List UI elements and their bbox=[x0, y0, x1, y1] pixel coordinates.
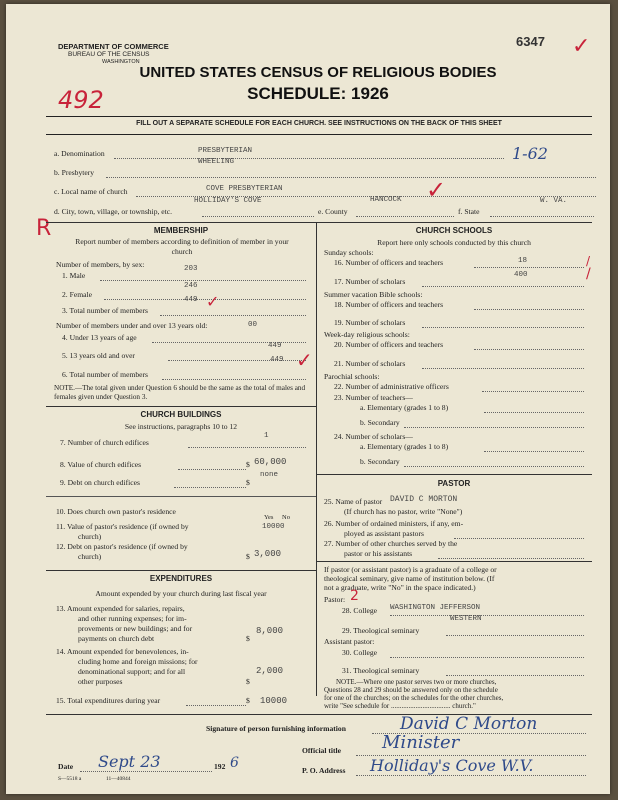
q3-label: 3. Total number of members bbox=[62, 306, 149, 315]
q5-line bbox=[168, 360, 306, 361]
presbytery-value: WHEELING bbox=[198, 158, 235, 166]
q20-label: 20. Number of officers and teachers bbox=[334, 340, 444, 349]
signature-label: Signature of person furnishing information bbox=[206, 724, 346, 733]
q9-label: 9. Debt on church edifices bbox=[60, 478, 140, 487]
red-check-q3: ✓ bbox=[206, 292, 220, 311]
q6-value: 449 bbox=[270, 356, 284, 364]
year-digit: 6 bbox=[230, 755, 239, 771]
q23b-line bbox=[404, 427, 584, 428]
stamp-number: 6347 bbox=[516, 34, 545, 49]
q25-label: 25. Name of pastor bbox=[324, 497, 383, 506]
q12-label-a: 12. Debt on pastor's residence (if owned by bbox=[56, 542, 188, 551]
q13-label-d: payments on church debt bbox=[78, 634, 155, 643]
red-check-mark-2: ✓ bbox=[426, 176, 447, 204]
q10-value: Yes bbox=[264, 514, 274, 521]
q14-label-b: cluding home and foreign missions; for bbox=[78, 657, 198, 666]
margin-note: 1-62 bbox=[512, 144, 548, 163]
q2-label: 2. Female bbox=[62, 290, 92, 299]
q26-line bbox=[454, 538, 584, 539]
handwritten-number: 492 bbox=[58, 86, 104, 114]
header-rule-bottom bbox=[46, 134, 592, 135]
q10-label: 10. Does church own pastor's residence bbox=[56, 507, 176, 516]
q13-label-c: provements or new buildings; and for bbox=[78, 624, 193, 633]
membership-note: NOTE.—The total given under Question 6 should be the same as the total of males and females given under Question 3. bbox=[54, 384, 306, 401]
q24b-line bbox=[404, 466, 584, 467]
red-tick-q17: / bbox=[586, 266, 591, 282]
q12-value: 3,000 bbox=[254, 549, 282, 559]
denomination-label: a. Denomination bbox=[54, 149, 105, 158]
q28-label: 28. College bbox=[342, 606, 378, 615]
pastor-title: PASTOR bbox=[437, 479, 471, 488]
q28-line bbox=[390, 615, 584, 616]
q9-rule bbox=[46, 496, 316, 497]
q20-line bbox=[474, 349, 584, 350]
q12-label-b: church) bbox=[78, 552, 102, 561]
church-name-label: c. Local name of church bbox=[54, 187, 128, 196]
buildings-sub: See instructions, paragraphs 10 to 12 bbox=[124, 422, 238, 431]
q13-dollar: $ bbox=[246, 634, 250, 643]
q7-label: 7. Number of church edifices bbox=[60, 438, 149, 447]
po-address-line bbox=[356, 775, 586, 776]
q7-value: 1 bbox=[264, 432, 269, 440]
schedule-title: SCHEDULE: 1926 bbox=[247, 84, 389, 103]
q17-label: 17. Number of scholars bbox=[334, 277, 406, 286]
red-mark-pastor: 2 bbox=[350, 588, 359, 604]
grad-line-2: theological seminary, give name of institution below. (If bbox=[324, 574, 495, 583]
q11-label-b: church) bbox=[78, 532, 102, 541]
dept-heading: DEPARTMENT OF COMMERCE bbox=[58, 42, 169, 51]
q8-value: 60,000 bbox=[254, 457, 287, 467]
po-address-value: Holliday's Cove W.V. bbox=[370, 756, 534, 775]
pastor-sub-label: Pastor: bbox=[324, 595, 346, 604]
pastor-rule bbox=[316, 474, 592, 475]
q13-label-a: 13. Amount expended for salaries, repairs, bbox=[56, 604, 185, 613]
q26-label-a: 26. Number of ordained ministers, if any, em- bbox=[324, 519, 464, 528]
expenditures-title: EXPENDITURES bbox=[149, 574, 213, 583]
parochial-label: Parochial schools: bbox=[324, 372, 380, 381]
q1-value: 203 bbox=[184, 265, 198, 273]
q23a-label: a. Elementary (grades 1 to 8) bbox=[360, 403, 449, 412]
weekday-label: Week-day religious schools: bbox=[324, 330, 410, 339]
state-value: W. VA. bbox=[540, 197, 568, 205]
q9-dollar: $ bbox=[246, 478, 250, 487]
q21-line bbox=[422, 368, 584, 369]
q31-line bbox=[446, 675, 584, 676]
q5-value: 449 bbox=[268, 342, 282, 350]
red-check-q6: ✓ bbox=[296, 348, 313, 372]
q25-sub: (If church has no pastor, write "None") bbox=[344, 507, 463, 516]
form-code: S—5518 a bbox=[58, 776, 82, 782]
age-intro: Number of members under and over 13 years old: bbox=[56, 321, 208, 330]
q19-label: 19. Number of scholars bbox=[334, 318, 406, 327]
membership-title: MEMBERSHIP bbox=[153, 226, 209, 235]
q2-line bbox=[104, 299, 306, 300]
church-name-value: COVE PRESBYTERIAN bbox=[206, 185, 283, 193]
q27-line bbox=[438, 558, 584, 559]
q14-dollar: $ bbox=[246, 677, 250, 686]
q29-label: 29. Theological seminary bbox=[342, 626, 420, 635]
q9-line bbox=[174, 487, 246, 488]
expenditures-rule bbox=[46, 570, 316, 571]
q16-label: 16. Number of officers and teachers bbox=[334, 258, 444, 267]
buildings-title: CHURCH BUILDINGS bbox=[140, 410, 222, 419]
pastor-note-1: NOTE.—Where one pastor serves two or more churches, bbox=[336, 678, 497, 686]
form-title: UNITED STATES CENSUS OF RELIGIOUS BODIES bbox=[139, 64, 497, 81]
q14-value: 2,000 bbox=[256, 666, 284, 676]
q11-value: 10000 bbox=[262, 523, 285, 531]
form-code-2: 11—40844 bbox=[106, 776, 131, 782]
q19-line bbox=[422, 327, 584, 328]
q23-label: 23. Number of teachers— bbox=[334, 393, 413, 402]
date-label: Date bbox=[58, 762, 74, 771]
q28-value: WASHINGTON JEFFERSON bbox=[390, 604, 481, 612]
q30-line bbox=[390, 657, 584, 658]
q29-line bbox=[446, 635, 584, 636]
red-check-mark: ✓ bbox=[572, 34, 591, 59]
official-title-value: Minister bbox=[382, 732, 460, 753]
q4-label: 4. Under 13 years of age bbox=[62, 333, 137, 342]
q15-line bbox=[186, 705, 246, 706]
schools-title: CHURCH SCHOOLS bbox=[415, 226, 493, 235]
county-line bbox=[356, 216, 454, 217]
asst-label: Assistant pastor: bbox=[324, 637, 375, 646]
q24-label: 24. Number of scholars— bbox=[334, 432, 413, 441]
grad-line-3: not a graduate, write "No" in the space indicated.) bbox=[324, 583, 476, 592]
grad-line-1: If pastor (or assistant pastor) is a graduate of a college or bbox=[324, 565, 497, 574]
city-heading: WASHINGTON bbox=[102, 59, 140, 65]
year-prefix: 192 bbox=[214, 762, 226, 771]
graduate-rule bbox=[316, 561, 592, 562]
buildings-rule bbox=[46, 406, 316, 407]
date-line bbox=[80, 771, 212, 772]
q29-value: WESTERN bbox=[450, 615, 482, 623]
q24a-line bbox=[484, 451, 584, 452]
q17-value: 400 bbox=[514, 271, 528, 279]
red-tick-q16: / bbox=[586, 254, 591, 268]
summer-label: Summer vacation Bible schools: bbox=[324, 290, 423, 299]
q13-label-b: and other running expenses; for im- bbox=[78, 614, 187, 623]
denomination-line bbox=[114, 158, 504, 159]
q4-line bbox=[152, 342, 306, 343]
q24b-label: b. Secondary bbox=[360, 457, 400, 466]
q21-label: 21. Number of scholars bbox=[334, 359, 406, 368]
bureau-heading: BUREAU OF THE CENSUS bbox=[68, 51, 150, 58]
expenditures-sub: Amount expended by your church during last fiscal year bbox=[95, 589, 267, 598]
city-line bbox=[202, 216, 314, 217]
date-value: Sept 23 bbox=[98, 752, 161, 771]
city-label: d. City, town, village, or township, etc. bbox=[54, 207, 173, 216]
q22-label: 22. Number of administrative officers bbox=[334, 382, 449, 391]
pastor-note-4: write "See schedule for .................................. church." bbox=[324, 702, 476, 710]
q18-label: 18. Number of officers and teachers bbox=[334, 300, 444, 309]
pastor-note-2: Questions 28 and 29 should be answered only on the schedule bbox=[324, 686, 498, 694]
q15-value: 10000 bbox=[260, 696, 288, 706]
schools-intro: Report here only schools conducted by this church bbox=[377, 238, 531, 247]
census-schedule-sheet bbox=[6, 4, 610, 794]
presbytery-label: b. Presbytery bbox=[54, 168, 95, 177]
q10-no: No bbox=[282, 514, 290, 521]
q18-line bbox=[474, 309, 584, 310]
q11-label-a: 11. Value of pastor's residence (if owned by bbox=[56, 522, 189, 531]
q26-label-b: ployed as assistant pastors bbox=[344, 529, 424, 538]
by-sex-label: Number of members, by sex: bbox=[56, 260, 145, 269]
presbytery-line bbox=[106, 177, 596, 178]
q8-line bbox=[178, 469, 246, 470]
county-value: HANCOCK bbox=[370, 196, 402, 204]
sunday-label: Sunday schools: bbox=[324, 248, 374, 257]
q15-dollar: $ bbox=[246, 696, 250, 705]
q27-label-a: 27. Number of other churches served by the bbox=[324, 539, 458, 548]
q6-line bbox=[162, 379, 306, 380]
membership-intro: Report number of members according to definition of member in your church bbox=[75, 237, 289, 256]
q14-label-d: other purposes bbox=[78, 677, 123, 686]
q16-line bbox=[474, 267, 584, 268]
q5-label: 5. 13 years old and over bbox=[62, 351, 135, 360]
q12-dollar: $ bbox=[246, 552, 250, 561]
q23a-line bbox=[484, 412, 584, 413]
state-line bbox=[490, 216, 594, 217]
instruction-banner: FILL OUT A SEPARATE SCHEDULE FOR EACH CHURCH. SEE INSTRUCTIONS ON THE BACK OF THIS SHEET bbox=[136, 120, 502, 127]
city-value: HOLLIDAY'S COVE bbox=[194, 197, 262, 205]
q3-value: 449 bbox=[184, 296, 198, 304]
age-value: 00 bbox=[248, 321, 258, 329]
fields-rule bbox=[46, 222, 592, 223]
denomination-value: PRESBYTERIAN bbox=[198, 147, 253, 155]
q1-label: 1. Male bbox=[62, 271, 86, 280]
state-label: f. State bbox=[458, 207, 480, 216]
q31-label: 31. Theological seminary bbox=[342, 666, 420, 675]
q8-label: 8. Value of church edifices bbox=[60, 460, 142, 469]
q8-dollar: $ bbox=[246, 460, 250, 469]
q27-label-b: pastor or his assistants bbox=[344, 549, 413, 558]
official-title-label: Official title bbox=[302, 746, 342, 755]
q2-value: 246 bbox=[184, 282, 198, 290]
red-margin-letter: R bbox=[36, 216, 52, 241]
q14-label-a: 14. Amount expended for benevolences, in- bbox=[56, 647, 189, 656]
q15-label: 15. Total expenditures during year bbox=[56, 696, 161, 705]
q9-value: none bbox=[260, 471, 279, 479]
q30-label: 30. College bbox=[342, 648, 378, 657]
signature-value: David C Morton bbox=[400, 714, 538, 734]
q25-value: DAVID C MORTON bbox=[390, 495, 458, 504]
q17-line bbox=[422, 286, 584, 287]
q6-label: 6. Total number of members bbox=[62, 370, 149, 379]
column-divider bbox=[316, 222, 317, 696]
county-label: e. County bbox=[318, 207, 348, 216]
q13-value: 8,000 bbox=[256, 626, 284, 636]
q16-value: 18 bbox=[518, 257, 528, 265]
q22-line bbox=[482, 391, 584, 392]
po-address-label: P. O. Address bbox=[302, 766, 346, 775]
pastor-note-3: for one of the churches; on the schedules for the other churches, bbox=[324, 694, 504, 702]
q1-line bbox=[100, 280, 306, 281]
q23b-label: b. Secondary bbox=[360, 418, 400, 427]
q3-line bbox=[160, 315, 306, 316]
q24a-label: a. Elementary (grades 1 to 8) bbox=[360, 442, 449, 451]
q7-line bbox=[188, 447, 306, 448]
q14-label-c: denominational support; and for all bbox=[78, 667, 186, 676]
header-rule-top bbox=[46, 116, 592, 117]
